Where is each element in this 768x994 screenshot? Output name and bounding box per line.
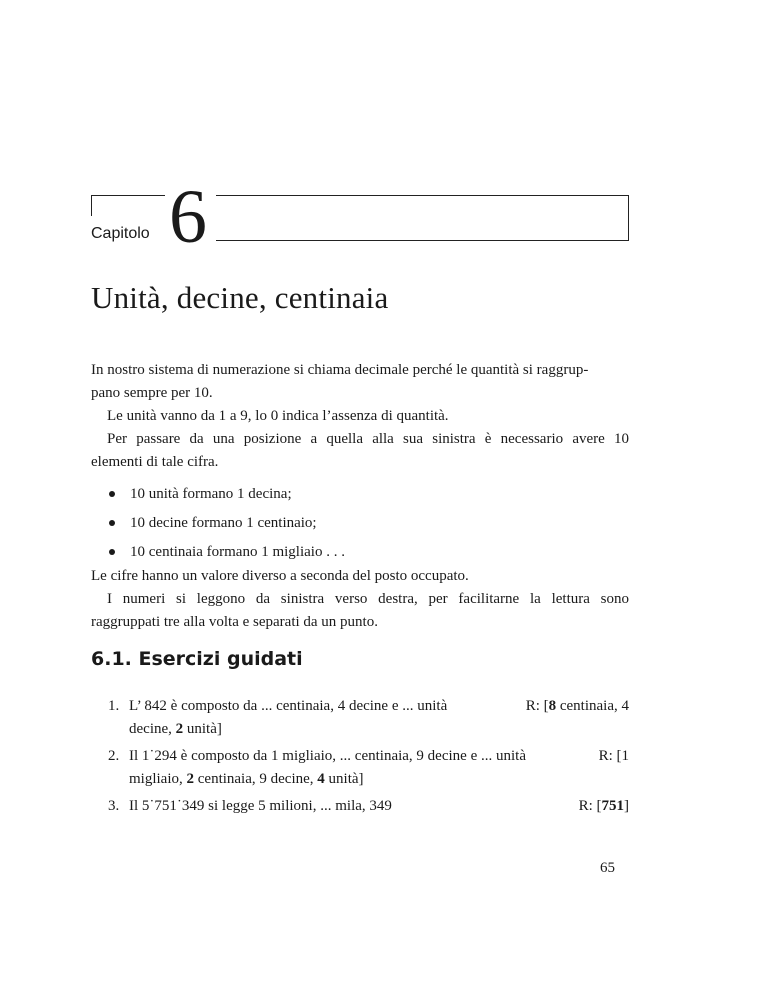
exercise-question: [108, 695, 447, 718]
list-item-text: 10 unità formano 1 decina;: [130, 486, 292, 502]
answer-value: 4: [317, 771, 325, 787]
outro-paragraph-2: [91, 588, 629, 634]
intro-line: Per passare da una posizione a quella alla sua sinistra è necessario avere 10: [107, 431, 629, 447]
exercise-answer: [579, 795, 629, 818]
bullet-icon: [109, 520, 115, 526]
intro-line: In nostro sistema di numerazione si chiama decimale perché le quantità si raggrup-: [91, 362, 589, 378]
chapter-frame-right: [216, 195, 629, 241]
answer-prefix: R: [: [578, 798, 602, 814]
answer-text: centinaia, 4: [556, 698, 629, 714]
answer-value: 2: [175, 721, 184, 737]
chapter-number: 6: [169, 175, 207, 259]
bullet-icon: [109, 549, 115, 555]
intro-line: pano sempre per 10.: [91, 385, 213, 401]
answer-text: centinaia, 9 decine,: [194, 771, 318, 787]
answer-text: decine,: [129, 721, 176, 737]
exercise-number: 3.: [108, 798, 120, 814]
chapter-title: Unità, decine, centinaia: [91, 280, 389, 315]
answer-text: unità]: [324, 771, 364, 787]
exercise-number: 1.: [108, 698, 120, 714]
exercise-text: Il 5˙751˙349 si legge 5 milioni, ... mila, 349: [129, 798, 392, 814]
section-heading: 6.1. Esercizi guidati: [91, 648, 303, 670]
outro-line: raggruppati tre alla volta e separati da un punto.: [91, 614, 378, 630]
intro-line: elementi di tale cifra.: [91, 454, 219, 470]
list-item: [108, 483, 345, 512]
exercise-number: 2.: [108, 748, 120, 764]
exercise-line: [108, 795, 629, 818]
page-number: 65: [600, 860, 615, 876]
list-item-text: 10 centinaia formano 1 migliaio . . .: [130, 544, 345, 560]
exercise-item: [108, 745, 629, 791]
list-item: [108, 512, 345, 541]
exercise-question: [108, 745, 526, 768]
answer-text: unità]: [183, 721, 222, 737]
answer-suffix: ]: [624, 798, 629, 814]
outro-line: I numeri si leggono da sinistra verso destra, per facilitarne la lettura sono: [107, 591, 629, 607]
answer-value: 751: [601, 798, 624, 814]
chapter-header: [91, 175, 629, 259]
answer-value: 2: [186, 771, 194, 787]
exercise-question: [108, 795, 392, 818]
bullet-list: [108, 483, 345, 570]
exercise-item: [108, 695, 629, 741]
exercise-line: [108, 768, 629, 791]
answer-prefix: R: [: [525, 698, 549, 714]
exercise-line: [108, 695, 629, 718]
answer-value: 8: [548, 698, 557, 714]
list-item-text: 10 decine formano 1 centinaio;: [130, 515, 317, 531]
exercise-line: [108, 718, 629, 741]
chapter-frame-left: [91, 195, 165, 216]
exercise-text: L’ 842 è composto da ... centinaia, 4 decine e ... unità: [129, 698, 448, 714]
exercise-answer: R: [1: [598, 748, 629, 764]
exercise-line: [108, 745, 629, 768]
intro-paragraph-3: [91, 428, 629, 474]
chapter-label: Capitolo: [91, 225, 150, 242]
bullet-icon: [109, 491, 115, 497]
answer-text: migliaio,: [129, 771, 187, 787]
exercise-answer: [526, 695, 629, 718]
intro-paragraph-2: Le unità vanno da 1 a 9, lo 0 indica l’assenza di quantità.: [107, 408, 449, 424]
exercise-item: [108, 795, 629, 818]
outro-paragraph-1: Le cifre hanno un valore diverso a seconda del posto occupato.: [91, 568, 469, 584]
intro-paragraph-1: [91, 359, 629, 405]
exercise-text: Il 1˙294 è composto da 1 migliaio, ... centinaia, 9 decine e ... unità: [129, 748, 526, 764]
